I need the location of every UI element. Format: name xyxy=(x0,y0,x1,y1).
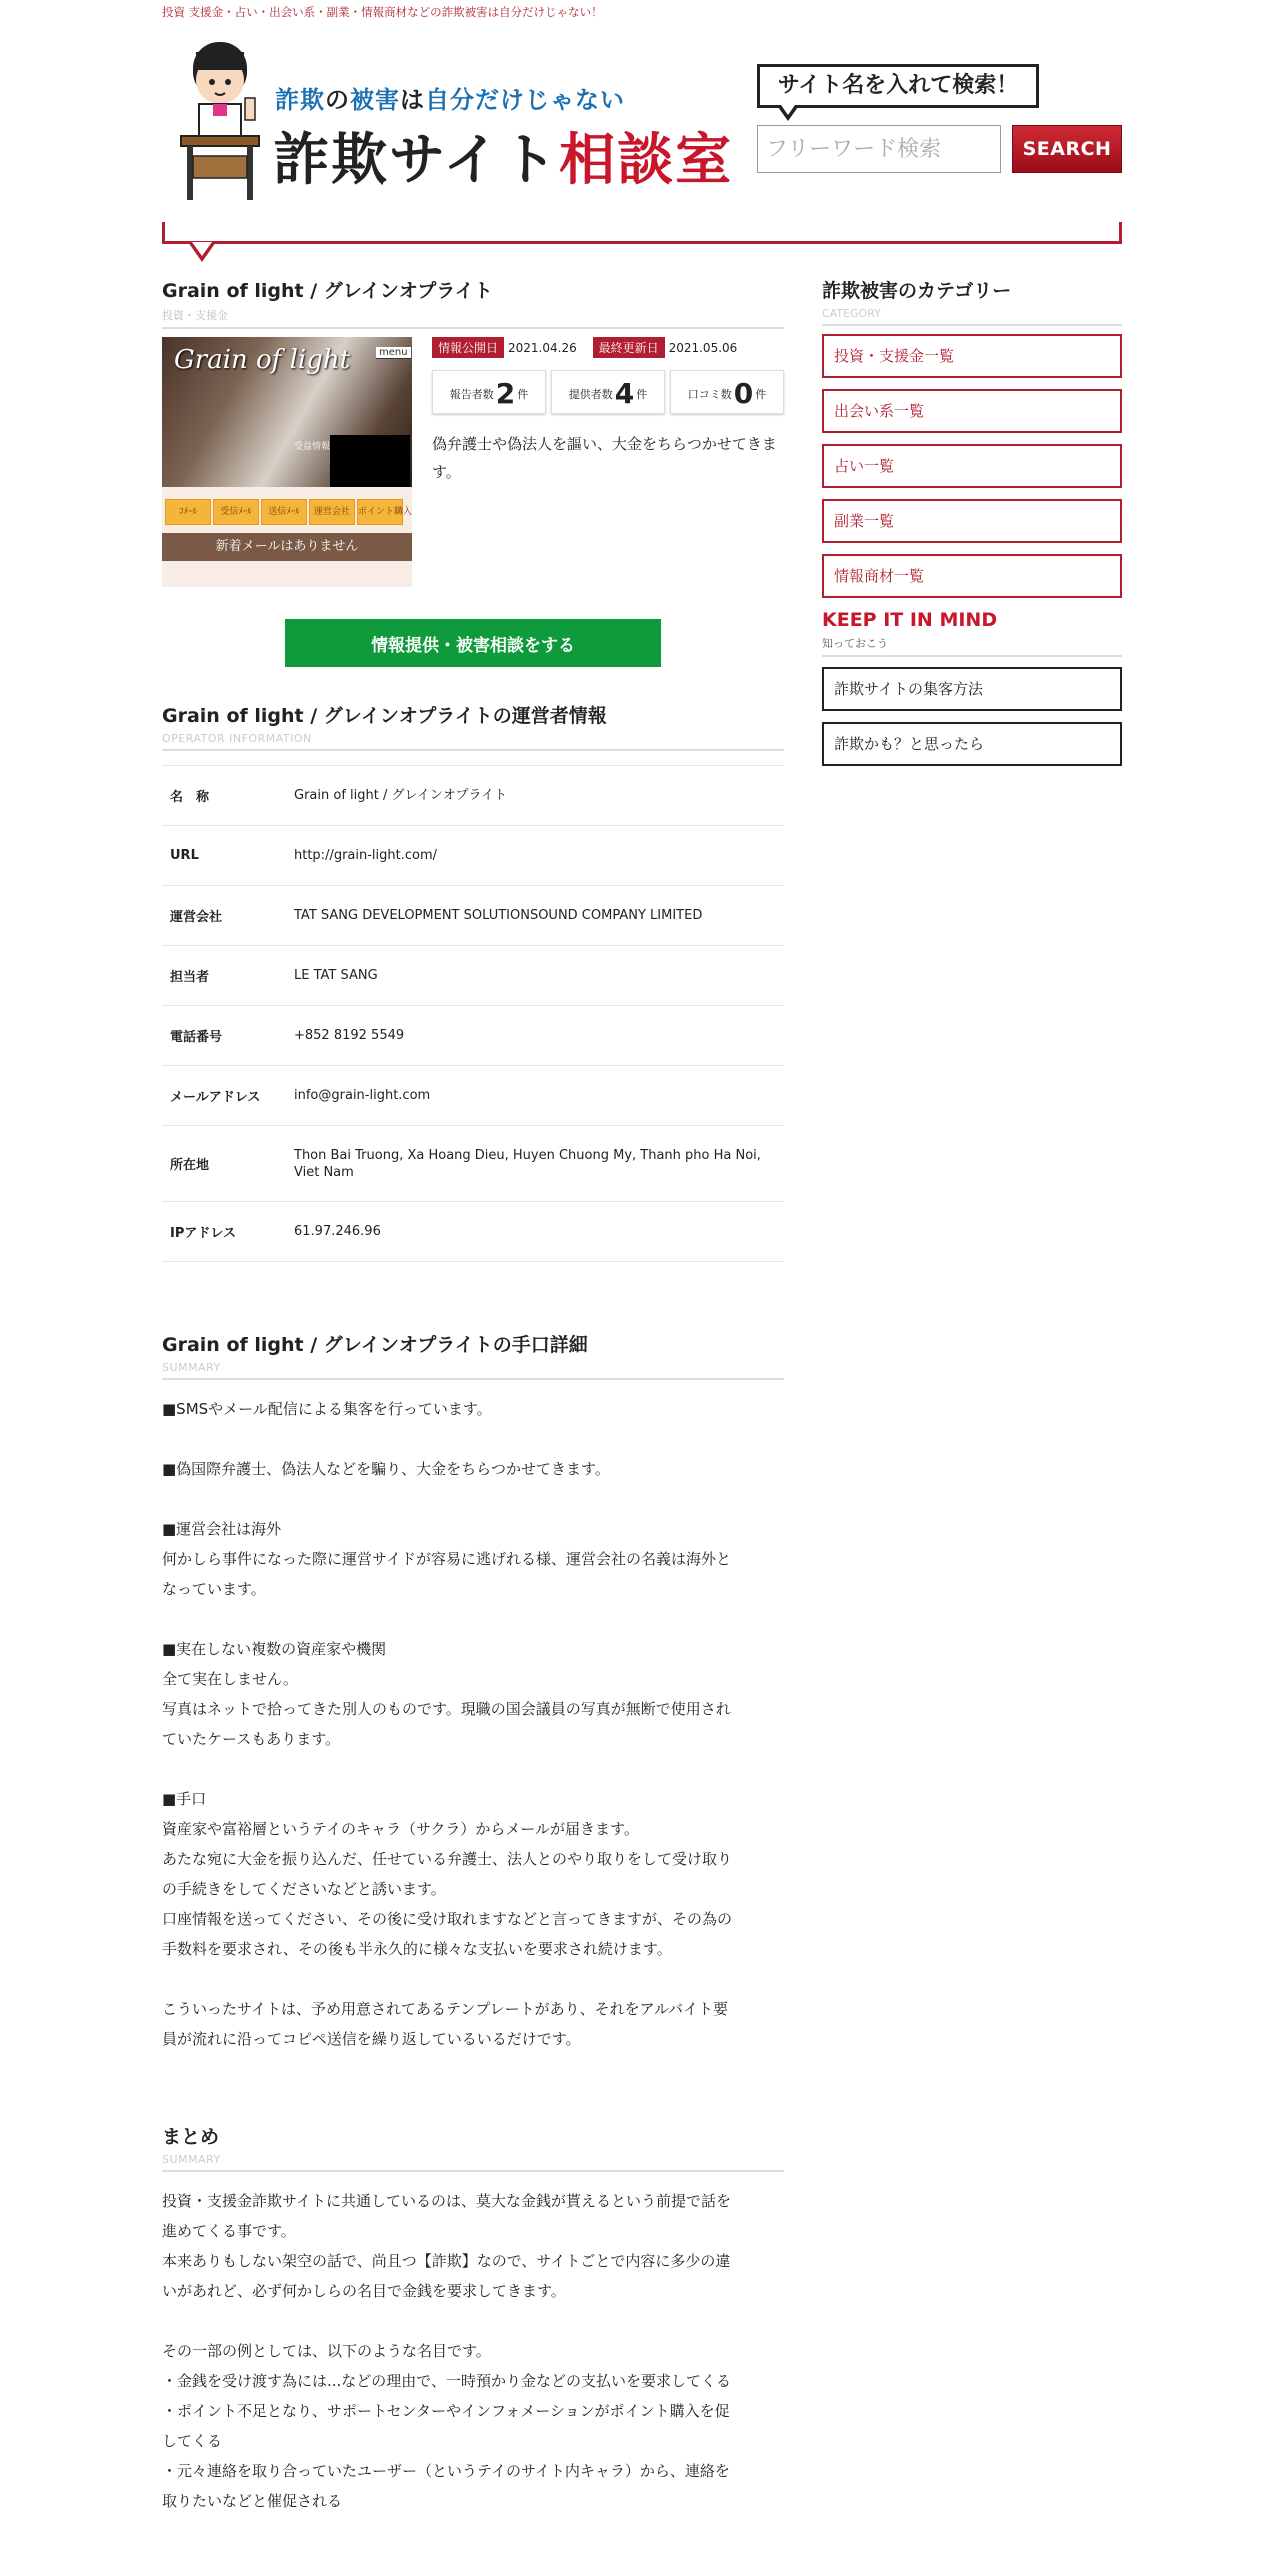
row-label: 名 称 xyxy=(170,790,210,805)
count-unit: 件 xyxy=(755,388,767,401)
logo-title-part: 詐欺サイト xyxy=(273,128,560,193)
body-line: ■偽国際弁護士、偽法人などを騙り、大金をちらつかせてきます。 xyxy=(162,1460,610,1478)
row-label: 運営会社 xyxy=(170,910,223,925)
row-value: Thon Bai Truong, Xa Hoang Dieu, Huyen Chuong My, Thanh pho Ha Noi, Viet Nam xyxy=(294,1147,761,1180)
keep-in-mind-sub: 知っておこう xyxy=(822,637,888,650)
row-value: http://grain-light.com/ xyxy=(294,848,438,863)
logo-sub-part: 自分だけじゃない xyxy=(425,86,625,114)
body-line: その一部の例としては、以下のような名目です。 xyxy=(162,2342,491,2360)
mascot-icon xyxy=(175,38,265,203)
updated-date: 2021.05.06 xyxy=(668,341,738,355)
thumbnail-button: ｺﾒｰﾙ xyxy=(165,499,211,525)
article-description: 偽弁護士や偽法人を謳い、大金をちらつかせてきます。 xyxy=(432,435,777,481)
count-value: 0 xyxy=(733,377,754,410)
row-label: 所在地 xyxy=(170,1158,210,1173)
search-callout: サイト名を入れて検索！ xyxy=(757,64,1039,108)
body-line: ■運営会社は海外 xyxy=(162,1520,282,1538)
category-link-sidejob[interactable]: 副業一覧 xyxy=(822,499,1122,543)
provider-count xyxy=(551,370,665,414)
sidebar xyxy=(822,276,1122,777)
section-divider xyxy=(162,2170,784,2172)
detail-en: SUMMARY xyxy=(162,1361,221,1374)
body-line: ・ポイント不足となり、サポートセンターやインフォメーションがポイント購入を促 xyxy=(162,2402,730,2420)
table-row xyxy=(162,826,784,886)
body-line: してくる xyxy=(162,2432,223,2450)
count-value: 2 xyxy=(495,377,516,410)
category-link-dating[interactable]: 出会い系一覧 xyxy=(822,389,1122,433)
row-label: IPアドレス xyxy=(170,1226,236,1241)
row-label: メールアドレス xyxy=(170,1090,261,1105)
article-summary xyxy=(162,337,784,587)
site-tagline: 投資 支援金・占い・出会い系・副業・情報商材などの詐欺被害は自分だけじゃない！ xyxy=(162,5,603,19)
thumbnail-notice: 新着メールはありません xyxy=(162,533,412,561)
page-title: Grain of light / グレインオプライト xyxy=(162,280,493,302)
row-label: 電話番号 xyxy=(170,1030,223,1045)
count-label: 報告者数 xyxy=(449,388,494,401)
body-line: なっています。 xyxy=(162,1580,266,1598)
published-badge: 情報公開日 xyxy=(432,337,504,358)
logo-sub-part: 被害 xyxy=(350,86,400,114)
table-row xyxy=(162,766,784,826)
stat-counts xyxy=(432,370,784,414)
site-logo[interactable] xyxy=(175,38,734,208)
keep-link-if-suspicious[interactable]: 詐欺かも？と思ったら xyxy=(822,722,1122,766)
body-line: 員が流れに沿ってコピペ送信を繰り返しているいるだけです。 xyxy=(162,2030,581,2048)
category-list xyxy=(822,334,1122,598)
thumbnail-menu: menu xyxy=(376,347,411,359)
body-line xyxy=(162,1964,784,1994)
matome-en: SUMMARY xyxy=(162,2153,221,2166)
body-line: あたな宛に大金を振り込んだ、任せている弁護士、法人とのやり取りをして受け取り xyxy=(162,1850,733,1868)
body-line: ■実在しない複数の資産家や機関 xyxy=(162,1640,387,1658)
body-line: 手数料を要求され、その後も半永久的に様々な支払いを要求され続けます。 xyxy=(162,1940,672,1958)
matome-body xyxy=(162,2186,784,2516)
table-row xyxy=(162,1066,784,1126)
article-dates xyxy=(432,337,784,358)
search-input[interactable] xyxy=(757,125,1001,173)
detail-title: Grain of light / グレインオプライトの手口詳細 xyxy=(162,1334,588,1356)
body-line xyxy=(162,1424,784,1454)
keep-link-recruit-methods[interactable]: 詐欺サイトの集客方法 xyxy=(822,667,1122,711)
section-divider xyxy=(162,749,784,751)
row-value: info@grain-light.com xyxy=(294,1088,431,1103)
reporter-count xyxy=(432,370,546,414)
logo-sub-part: 詐欺 xyxy=(275,86,325,114)
body-line: 取りたいなどと催促される xyxy=(162,2492,343,2510)
operator-title: Grain of light / グレインオプライトの運営者情報 xyxy=(162,705,607,727)
body-line: 写真はネットで拾ってきた別人のものです。現職の国会議員の写真が無断で使用され xyxy=(162,1700,731,1718)
operator-en: OPERATOR INFORMATION xyxy=(162,732,312,745)
body-line: ・元々連絡を取り合っていたユーザー（というテイのサイト内キャラ）から、連絡を xyxy=(162,2462,730,2480)
table-row xyxy=(162,1006,784,1066)
body-line: の手続きをしてくださいなどと誘います。 xyxy=(162,1880,446,1898)
body-line: 本来ありもしない架空の話で、尚且つ【詐欺】なので、サイトごとで内容に多少の違 xyxy=(162,2252,731,2270)
section-divider xyxy=(162,1378,784,1380)
count-label: 口コミ数 xyxy=(687,388,732,401)
body-line: いがあれど、必ず何かしらの名目で金銭を要求してきます。 xyxy=(162,2282,566,2300)
keep-in-mind-title: KEEP IT IN MIND xyxy=(822,609,998,631)
table-row xyxy=(162,886,784,946)
row-value: TAT SANG DEVELOPMENT SOLUTIONSOUND COMPANY LIMITED xyxy=(294,908,703,923)
category-title: 詐欺被害のカテゴリー xyxy=(822,280,1012,302)
count-value: 4 xyxy=(614,377,635,410)
search-button[interactable]: SEARCH xyxy=(1012,125,1122,173)
logo-sub-part: の xyxy=(325,86,350,114)
category-link-info-product[interactable]: 情報商材一覧 xyxy=(822,554,1122,598)
report-consult-button[interactable]: 情報提供・被害相談をする xyxy=(285,619,661,667)
matome-section xyxy=(162,2122,784,2516)
table-row xyxy=(162,1202,784,1262)
category-link-investment[interactable]: 投資・支援金一覧 xyxy=(822,334,1122,378)
article-category[interactable]: 投資・支援金 xyxy=(162,309,228,322)
title-divider xyxy=(162,327,784,329)
body-line: ていたケースもあります。 xyxy=(162,1730,341,1748)
body-line: ・金銭を受け渡す為には...などの理由で、一時預かり金などの支払いを要求してくる xyxy=(162,2372,732,2390)
category-en: CATEGORY xyxy=(822,307,881,320)
keep-list xyxy=(822,667,1122,766)
count-unit: 件 xyxy=(636,388,648,401)
body-line: 進めてくる事です。 xyxy=(162,2222,296,2240)
body-line xyxy=(162,2306,784,2336)
operator-table xyxy=(162,765,784,1262)
site-thumbnail xyxy=(162,337,412,587)
row-value: +852 8192 5549 xyxy=(294,1028,405,1043)
body-line: 資産家や富裕層というテイのキャラ（サクラ）からメールが届きます。 xyxy=(162,1820,639,1838)
category-link-fortune[interactable]: 占い一覧 xyxy=(822,444,1122,488)
body-line: 全て実在しません。 xyxy=(162,1670,298,1688)
row-value: Grain of light / グレインオプライト xyxy=(294,788,508,803)
thumbnail-button: 運営会社 xyxy=(309,499,355,525)
thumbnail-buttons xyxy=(165,499,411,527)
body-line: 口座情報を送ってください、その後に受け取れますなどと言ってきますが、その為の xyxy=(162,1910,733,1928)
review-count xyxy=(670,370,784,414)
thumbnail-button: 送信ﾒｰﾙ xyxy=(261,499,307,525)
row-label: 担当者 xyxy=(170,970,210,985)
thumbnail-mini-label: 受益情報 xyxy=(294,442,331,452)
body-line xyxy=(162,1604,784,1634)
updated-badge: 最終更新日 xyxy=(593,337,665,358)
row-value: 61.97.246.96 xyxy=(294,1224,381,1239)
row-value: LE TAT SANG xyxy=(294,968,378,983)
table-row xyxy=(162,946,784,1006)
matome-title: まとめ xyxy=(162,2126,220,2148)
thumbnail-site-title: Grain of light xyxy=(174,345,351,375)
thumbnail-black-box xyxy=(330,435,410,487)
header-divider xyxy=(162,222,1122,244)
detail-section xyxy=(162,1330,784,2054)
article-meta xyxy=(432,337,784,486)
body-line: 何かしら事件になった際に運営サイドが容易に逃げれる様、運営会社の名義は海外と xyxy=(162,1550,731,1568)
sidebar-divider xyxy=(822,655,1122,657)
body-line xyxy=(162,1754,784,1784)
body-line xyxy=(162,1484,784,1514)
logo-subtitle xyxy=(275,80,625,115)
logo-title xyxy=(273,116,733,196)
published-date: 2021.04.26 xyxy=(508,341,577,355)
logo-title-part: 相談室 xyxy=(559,128,734,193)
detail-body xyxy=(162,1394,784,2054)
count-unit: 件 xyxy=(517,388,529,401)
thumbnail-button: 受信ﾒｰﾙ xyxy=(213,499,259,525)
body-line: 投資・支援金詐欺サイトに共通しているのは、莫大な金銭が貰えるという前提で話を xyxy=(162,2192,731,2210)
logo-sub-part: は xyxy=(400,86,425,114)
table-row xyxy=(162,1126,784,1202)
sidebar-divider xyxy=(822,324,1122,326)
main-content xyxy=(162,276,784,2516)
count-label: 提供者数 xyxy=(568,388,613,401)
header-notch-inner xyxy=(192,242,212,256)
thumbnail-button: ポイント購入 xyxy=(357,499,403,525)
body-line: こういったサイトは、予め用意されてあるテンプレートがあり、それをアルバイト要 xyxy=(162,2000,728,2018)
row-label: URL xyxy=(170,848,199,863)
operator-section xyxy=(162,701,784,1262)
body-line: ■手口 xyxy=(162,1790,207,1808)
body-line: ■SMSやメール配信による集客を行っています。 xyxy=(162,1400,492,1418)
